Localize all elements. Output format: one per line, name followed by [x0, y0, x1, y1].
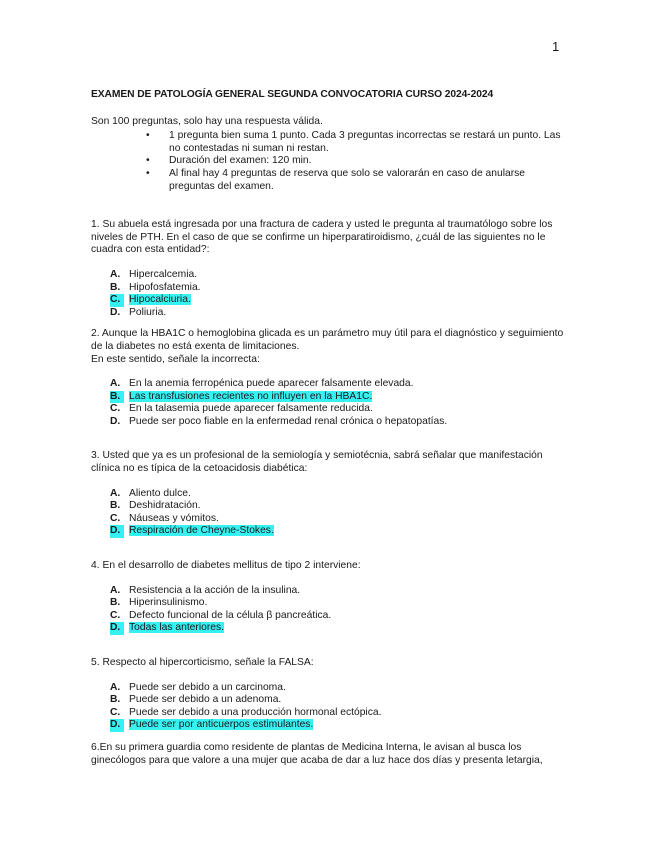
options-list — [91, 488, 571, 538]
rule-item: • Al final hay 4 preguntas de reserva que solo se valorarán en caso de anularse preguntas del examen. — [169, 168, 571, 193]
option-text: Deshidratación. — [129, 500, 201, 512]
question-text-continued: En este sentido, señale la incorrecta: — [91, 353, 260, 365]
option-d-highlighted — [91, 719, 571, 732]
question-3 — [91, 450, 571, 538]
option-d-highlighted — [91, 622, 571, 635]
option-text: Puede ser poco fiable en la enfermedad renal crónica o hepatopatías. — [129, 415, 448, 427]
option-text: Poliuria. — [129, 306, 167, 318]
question-text: 5. Respecto al hipercorticismo, señale la FALSA: — [91, 657, 314, 668]
option-text: En la talasemia puede aparecer falsamente reducida. — [129, 403, 373, 415]
option-a — [91, 682, 571, 695]
option-letter: B. — [110, 391, 124, 404]
option-c — [91, 707, 571, 720]
option-text: Puede ser debido a un carcinoma. — [129, 681, 286, 693]
option-text: Aliento dulce. — [129, 487, 191, 499]
option-text: Puede ser debido a un adenoma. — [129, 694, 282, 706]
option-d — [91, 416, 571, 429]
option-text: Puede ser por anticuerpos estimulantes. — [129, 719, 314, 731]
question-text: 6.En su primera guardia como residente de plantas de Medicina Interna, le avisan al busca los ginecólogos para que valore a una mujer que acaba de dar a luz hace dos días y presenta letargia, — [91, 741, 543, 766]
option-letter: C. — [110, 403, 121, 415]
option-letter: A. — [110, 681, 121, 693]
option-letter: D. — [110, 306, 121, 318]
question-text: 4. En el desarrollo de diabetes mellitus de tipo 2 interviene: — [91, 560, 361, 572]
question-4 — [91, 560, 571, 635]
option-letter: D. — [110, 719, 124, 732]
option-letter: D. — [110, 415, 121, 427]
question-text: 2. Aunque la HBA1C o hemoglobina glicada es un parámetro muy útil para el diagnóstico y seguimiento de la diabetes no está exenta de limitaciones. — [91, 328, 564, 352]
option-letter: B. — [110, 281, 121, 293]
intro-text: Son 100 preguntas, solo hay una respuesta válida. — [91, 115, 323, 127]
options-list — [91, 682, 571, 732]
option-letter: C. — [110, 512, 121, 524]
option-c — [91, 513, 571, 526]
option-a — [91, 488, 571, 501]
options-list — [91, 269, 571, 319]
options-list — [91, 378, 571, 428]
option-text: En la anemia ferropénica puede aparecer falsamente elevada. — [129, 378, 414, 390]
option-letter: A. — [110, 487, 121, 499]
option-c — [91, 403, 571, 416]
option-a — [91, 378, 571, 391]
option-letter: C. — [110, 609, 121, 621]
page-number: 1 — [552, 39, 560, 54]
option-text: Hipocalciuria. — [129, 294, 191, 306]
option-d-highlighted — [91, 525, 571, 538]
option-b-highlighted — [91, 391, 571, 404]
option-letter: A. — [110, 268, 121, 280]
option-letter: B. — [110, 694, 121, 706]
options-list — [91, 585, 571, 635]
option-text: Resistencia a la acción de la insulina. — [129, 584, 301, 596]
question-text: 1. Su abuela está ingresada por una fractura de cadera y usted le pregunta al traumatólogo sobre los niveles de PTH. En el caso de que se confirme un hiperparatiroidismo, ¿cuál de las siguientes no le cuadra con esta entidad?: — [91, 219, 553, 256]
rule-item: • Duración del examen: 120 min. — [169, 155, 571, 168]
option-text: Hiperinsulinismo. — [129, 597, 208, 609]
option-a — [91, 269, 571, 282]
option-text: Hipercalcemia. — [129, 268, 198, 280]
option-letter: B. — [110, 597, 121, 609]
option-letter: D. — [110, 622, 124, 635]
option-c-highlighted — [91, 294, 571, 307]
question-1 — [91, 219, 571, 319]
option-letter: D. — [110, 525, 124, 538]
question-6 — [91, 742, 571, 767]
option-b — [91, 282, 571, 295]
rule-item: • 1 pregunta bien suma 1 punto. Cada 3 preguntas incorrectas se restará un punto. Las no contestadas ni suman ni restan. — [169, 130, 571, 155]
option-text: Las transfusiones recientes no influyen en la HBA1C. — [129, 390, 373, 402]
option-text: Puede ser debido a una producción hormonal ectópica. — [129, 706, 382, 718]
option-b — [91, 500, 571, 513]
question-5 — [91, 657, 571, 732]
exam-document — [91, 89, 571, 767]
option-letter: A. — [110, 584, 121, 596]
option-letter: A. — [110, 378, 121, 390]
question-text: 3. Usted que ya es un profesional de la semiología y semiotécnia, sabrá señalar que manifestación clínica no es típica de la cetoacidosis diabética: — [91, 450, 543, 475]
option-b — [91, 694, 571, 707]
exam-title: EXAMEN DE PATOLOGÍA GENERAL SEGUNDA CONVOCATORIA CURSO 2024-2024 — [91, 89, 494, 100]
rules-list — [91, 130, 571, 193]
option-c — [91, 610, 571, 623]
option-text: Náuseas y vómitos. — [129, 512, 219, 524]
option-d — [91, 307, 571, 320]
question-2 — [91, 328, 571, 428]
option-letter: C. — [110, 706, 121, 718]
option-letter: C. — [110, 294, 124, 307]
option-text: Defecto funcional de la célula β pancreática. — [129, 609, 332, 621]
option-a — [91, 585, 571, 598]
option-text: Hipofosfatemia. — [129, 281, 201, 293]
option-text: Respiración de Cheyne-Stokes. — [129, 525, 274, 537]
option-b — [91, 597, 571, 610]
option-text: Todas las anteriores. — [129, 622, 225, 634]
option-letter: B. — [110, 500, 121, 512]
